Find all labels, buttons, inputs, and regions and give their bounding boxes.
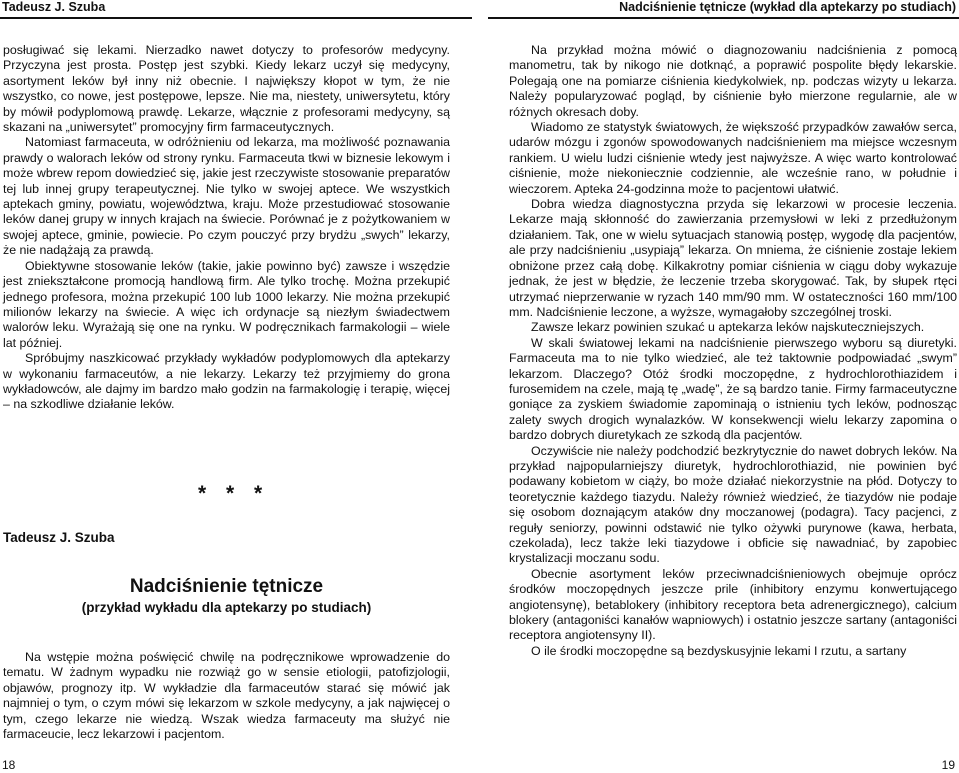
running-head-right: Nadciśnienie tętnicze (wykład dla aptekarzy po studiach): [619, 0, 956, 14]
header-rule-right: [488, 17, 959, 19]
paragraph: posługiwać się lekami. Nierzadko nawet dotyczy to profesorów medycyny. Przyczyna jest prosta. Postęp jest szybki. Kiedy lekarz uczył się medycyny, asortyment leków był inny niż obecnie. I największy kłopot w tym, że nie wszystko, co nowe, jest postępowe, lepsze. Nie ma, niestety, uniwersytetu, który by mówił podyplomową prawdę. Lekarze, włącznie z profesorami medycyny, są skazani na „uniwersytet” promocyjny firm farmaceutycznych.: [3, 43, 450, 135]
article-title: Nadciśnienie tętnicze: [129, 576, 324, 597]
left-column: [3, 43, 450, 413]
paragraph: Na wstępie można poświęcić chwilę na podręcznikowe wprowadzenie do tematu. W żadnym wypadku nie rozwiąż go w sensie etiologii, patofizjologii, objawów, prognozy itp. W wykładzie dla farmaceutów starać się mówić jak najmniej o tym, o czym mówi się lekarzom w szkole medycyny, a jak najwięcej o tym, czego lekarze nie wiedzą. Wszak wiedza farmaceuty ma służyć nie farmaceucie, lecz lekarzowi i pacjentom.: [3, 650, 450, 742]
paragraph: Dobra wiedza diagnostyczna przyda się lekarzowi w procesie leczenia. Lekarze mają skłonność do zawierzania przemysłowi w leki z przedłużonym działaniem. Tak, one w wielu sytuacjach stanowią postęp, wygodę dla pacjentów, ale przy nadciśnieniu „usypiają” lekarza. On mniema, że ciśnienie zostaje lekiem obniżone przez całą dobę. Kilkakrotny pomiar ciśnienia w ciągu doby wykazuje jednak, że jest w błędzie, że leczenie trzeba skorygować. Tak, by słupek rtęci utrzymać nieprzerwanie w ryzach 140 mm/90 mm. W ostateczności 160 mm/100 mm. Nadciśnienie leczone, a wyższe, wymagałoby szczególnej troski.: [509, 197, 957, 319]
paragraph: Na przykład można mówić o diagnozowaniu nadciśnienia z pomocą manometru, tak by nikogo nie dotknąć, a poprawić pospolite błędy lekarskie. Polegają one na pomiarze ciśnienia kiedykolwiek, np. podczas wizyty u lekarza. Należy popularyzować pogląd, by ciśnienie było mierzone regularnie, ale w różnych okresach doby.: [509, 43, 957, 119]
article-author: Tadeusz J. Szuba: [3, 530, 115, 545]
paragraph: W skali światowej lekami na nadciśnienie pierwszego wyboru są diuretyki. Farmaceuta ma to nie tylko wiedzieć, ale też taktownie podpowiadać „swym” lekarzom. Dlaczego? Otóż środki moczopędne, z hydrochlorothiazidem i furosemidem na czele, mają tę „wadę”, że są bardzo tanie. Firmy farmaceutyczne goniące za zyskiem świadomie zapominają o istnieniu tych leków, podnosząc zalety swych drogich wynalazków. W konsekwencji wielu lekarzy zapomina o bardzo dobrych diuretykach ze szkodą dla pacjentów.: [509, 335, 957, 443]
article-subtitle: (przykład wykładu dla aptekarzy po studiach): [81, 600, 372, 615]
paragraph: Obecnie asortyment leków przeciwnadciśnieniowych obejmuje oprócz środków moczopędnych jeszcze prile (inhibitory enzymu konwertującego angiotensynę), betablokery (inhibitory receptora beta adrenergicznego), calcium blokery (antagoniści kanałów wapniowych) i ostatnio jeszcze sartany (antagoniści receptora angiotensyny II).: [509, 566, 957, 643]
paragraph: Spróbujmy naszkicować przykłady wykładów podyplomowych dla aptekarzy w wykonaniu farmaceutów, a nie lekarzy. Lekarzy też przyjmiemy do grona wykładowców, ale dajmy im bardzo mało godzin na farmakologię i terapię, więcej – na szkodliwe działanie leków.: [3, 351, 450, 412]
page-number-right: 19: [941, 758, 955, 772]
paragraph: Obiektywne stosowanie leków (takie, jakie powinno być) zawsze i wszędzie jest zniekształcone promocją handlową firm. Ale tylko trochę. Można przekupić jednego profesora, można przekupić 100 lub 1000 lekarzy. Nie można przekupić milionów lekarzy na świecie. A więc ich ordynacje są niezłym świadectwem walorów leku. Wyrażają się one na rynku. W podręcznikach farmakologii – wiele lat później.: [3, 258, 450, 350]
section-separator: * * *: [198, 482, 270, 505]
paragraph: Wiadomo ze statystyk światowych, że większość przypadków zawałów serca, udarów mózgu i zgonów spowodowanych nadciśnieniem ma miejsce wczesnym rankiem. U wielu ludzi ciśnienie wtedy jest najwyższe. A więc warto kontrolować ciśnienie, może niekoniecznie codziennie, ale wcześnie rano, w południe i wieczorem. Apteka 24-godzinna może to pacjentowi ułatwić.: [509, 120, 957, 196]
running-head-left: Tadeusz J. Szuba: [2, 0, 106, 14]
paragraph: Zawsze lekarz powinien szukać u aptekarza leków najskuteczniejszych.: [531, 320, 925, 335]
paragraph: O ile środki moczopędne są bezdyskusyjnie lekami I rzutu, a sartany: [531, 643, 907, 658]
paragraph: Natomiast farmaceuta, w odróżnieniu od lekarza, ma możliwość poznawania prawdy o walorach leków od strony rynku. Farmaceuta tkwi w biznesie lekowym i może wbrew repom dowiedzieć się, jakie jest rzeczywiste stosowanie preparatów tej lub innej grupy terapeutycznej. Nie tylko w swojej aptece. We wszystkich aptekach gminy, powiatu, województwa, kraju. Może przestudiować stosowanie leków danej grupy w innych krajach na świecie. Porównać je z pożytkowaniem w swojej aptece, gminie, powiecie. Po czym pouczyć przy brydżu „swych” lekarzy, że nie nadążają za prawdą.: [3, 135, 450, 258]
page-number-left: 18: [2, 758, 16, 772]
article-intro: [3, 650, 450, 742]
right-column: [509, 43, 957, 659]
paragraph: Oczywiście nie należy podchodzić bezkrytycznie do nawet dobrych leków. Na przykład najpopularniejszy diuretyk, hydrochlorothiazid, nie powinien być podawany kobietom w ciąży, bo może działać niekorzystnie na płód. Dotyczy to teoretycznie każdego tiazydu. Należy również wiedzieć, że tiazydów nie podaje się osobom doznającym ataków dny moczanowej (podagra). Tacy pacjenci, z reguły seniorzy, powinni odstawić nie tylko ożywki purynowe (kawa, herbata, czekolada), lecz także leki tiazydowe i obficie się nawadniać, by zapobiec krystalizacji moczanu sodu.: [509, 443, 957, 566]
header-rule-left: [0, 17, 472, 19]
